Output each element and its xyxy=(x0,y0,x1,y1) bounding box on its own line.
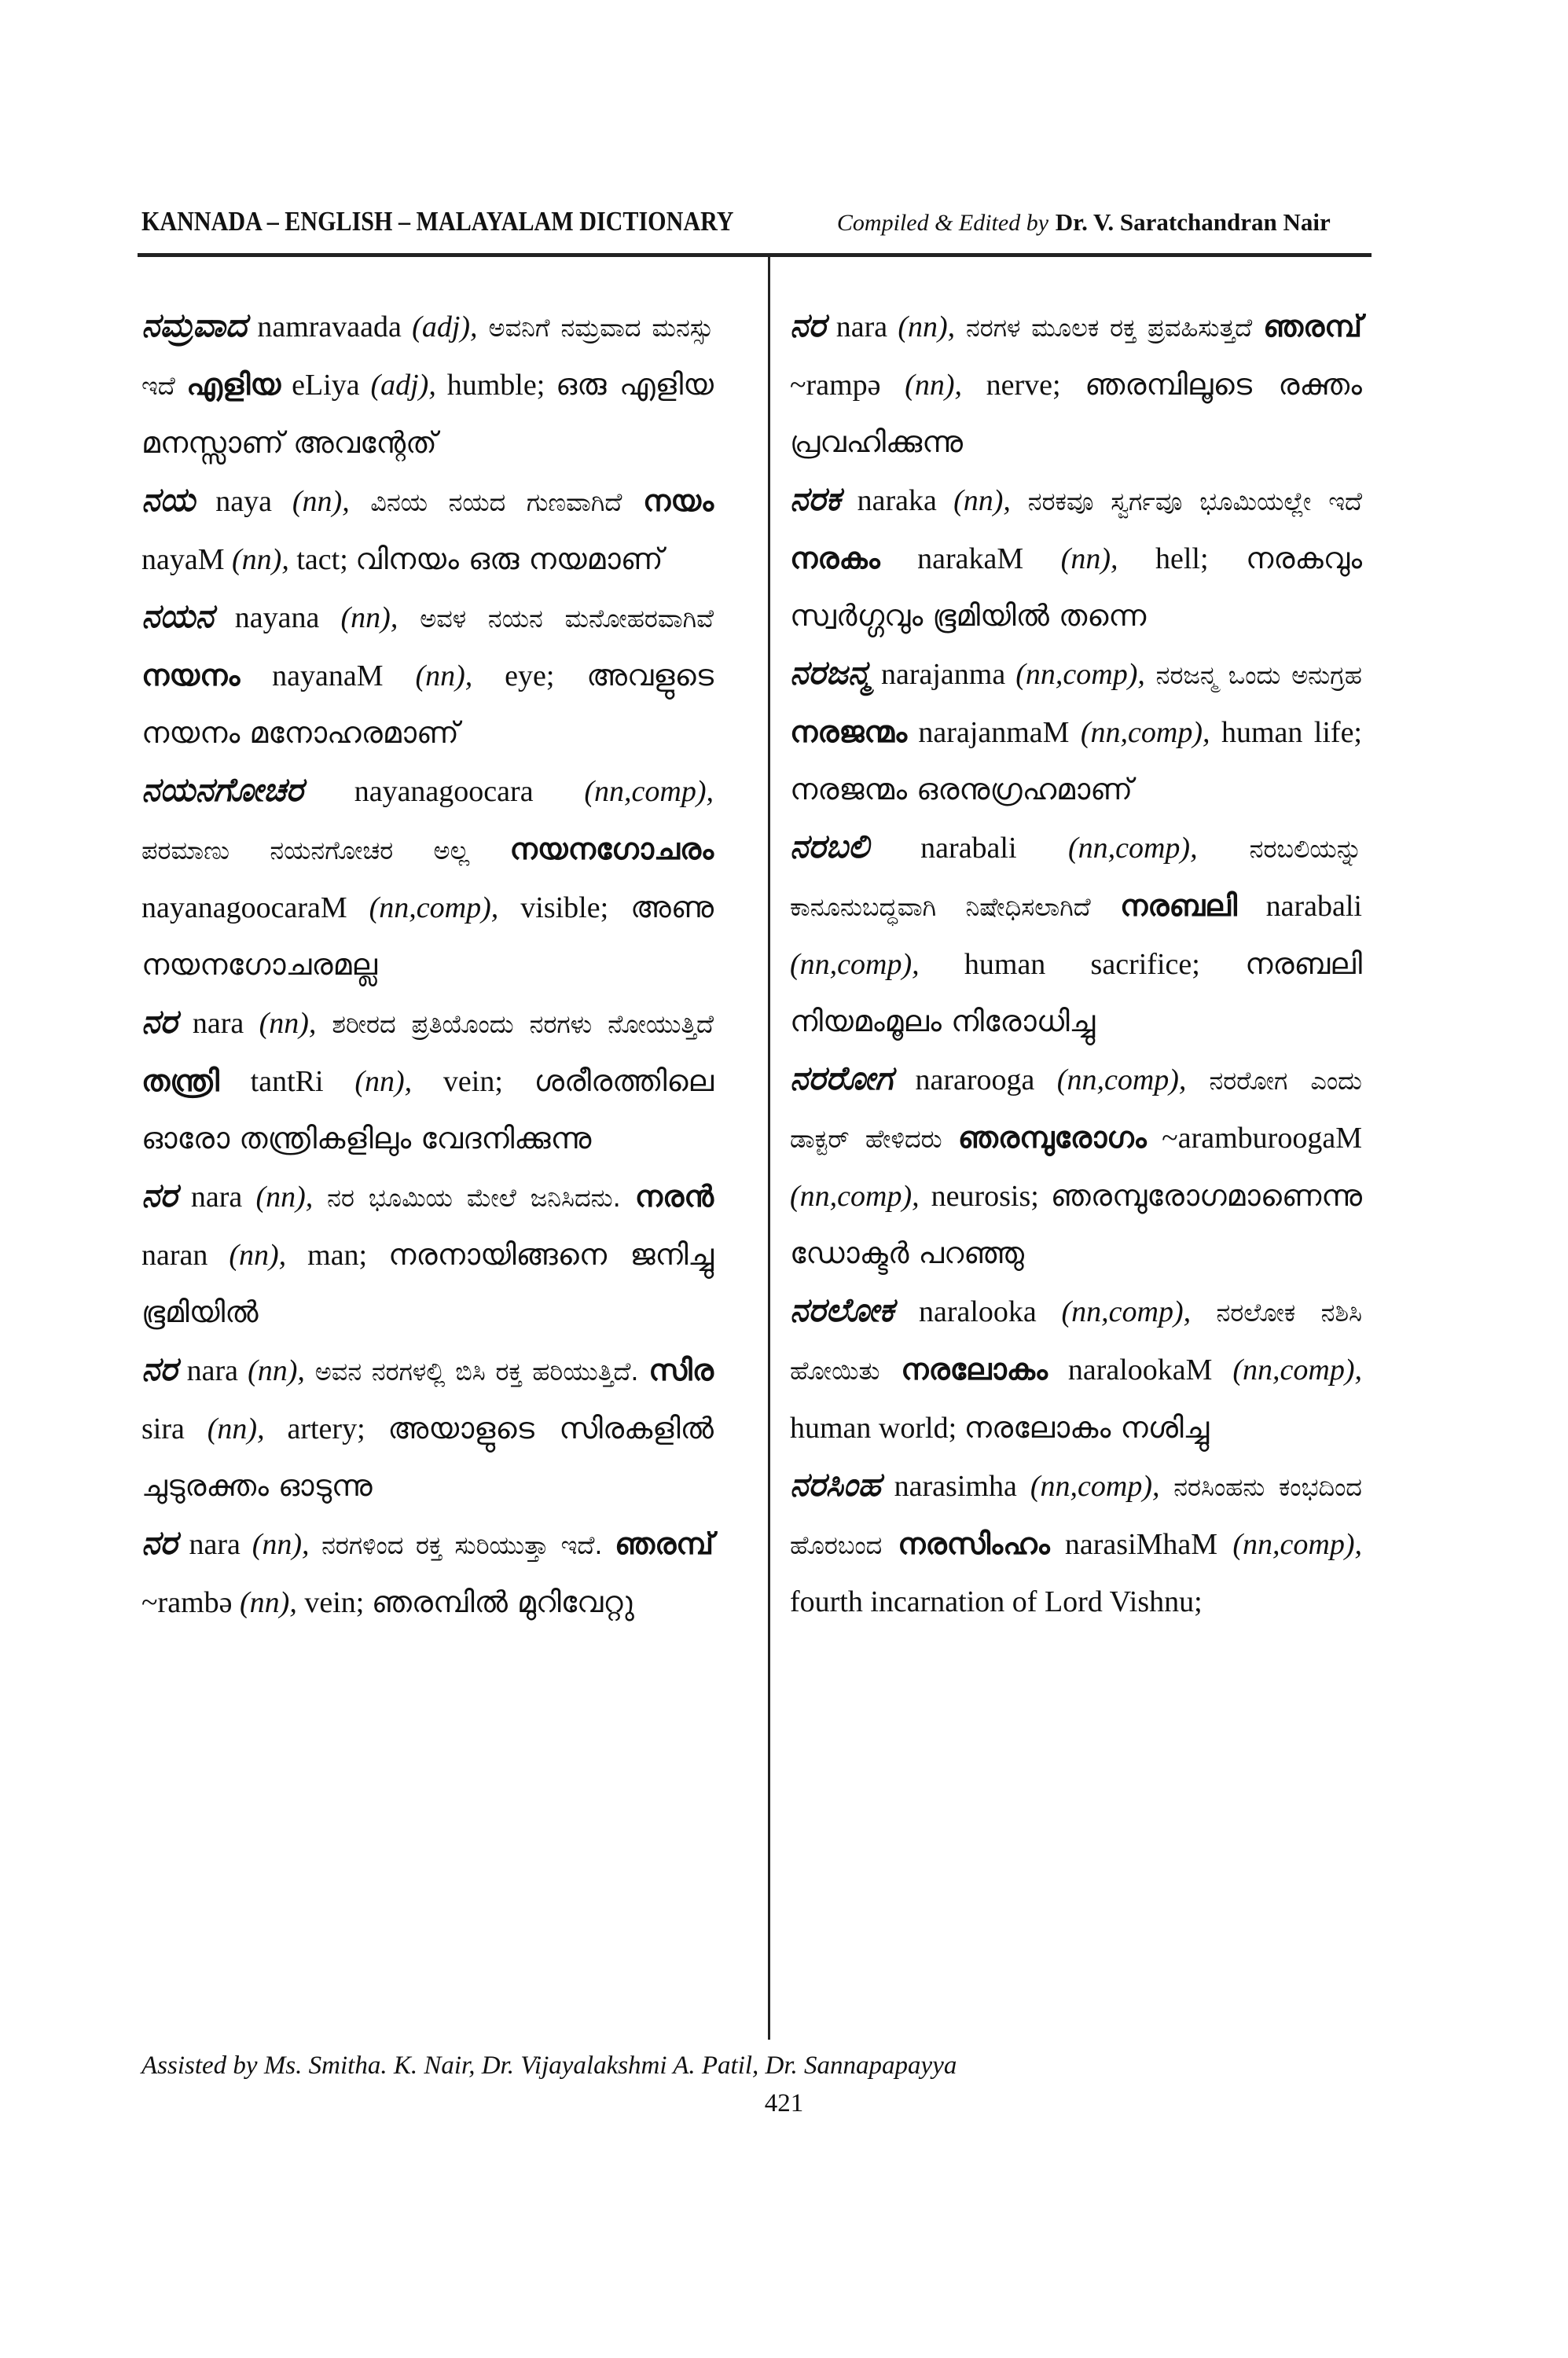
malayalam-example: ഞരമ്പുരോഗമാണെന്നു ഡോക്ടർ പറഞ്ഞു xyxy=(790,1178,1362,1270)
part-of-speech: (nn), xyxy=(340,601,398,634)
text: naralookaM xyxy=(1047,1353,1233,1387)
dictionary-entry xyxy=(141,588,714,762)
part-of-speech: (nn), xyxy=(1060,542,1118,575)
kannada-headword: ನಯ xyxy=(141,480,196,519)
kannada-headword: ನರಲೋಕ xyxy=(790,1291,894,1329)
kannada-headword: ನರರೋಗ xyxy=(790,1059,894,1097)
assisted-by-credit: Assisted by Ms. Smitha. K. Nair, Dr. Vijayalakshmi A. Patil, Dr. Sannapapayya xyxy=(141,2051,957,2080)
part-of-speech: (nn), xyxy=(229,1239,287,1272)
kannada-headword: ನರಜನ್ಮ xyxy=(790,653,871,692)
malayalam-headword: ഞരമ്പ് xyxy=(615,1526,714,1561)
dictionary-entry xyxy=(790,1456,1362,1630)
part-of-speech: (nn), xyxy=(415,659,473,692)
malayalam-example: അവളുടെ നയനം മനോഹരമാണ് xyxy=(141,658,714,750)
text: tact; xyxy=(288,543,356,576)
text: nara xyxy=(177,1181,256,1214)
text: narakaM xyxy=(879,542,1061,575)
text: ~rambə xyxy=(141,1586,241,1619)
page-number: 421 xyxy=(764,2089,804,2117)
kannada-example: ನರರೋಗ ಎಂದು ಡಾಕ್ಟರ್ ಹೇಳಿದರು xyxy=(790,1066,1362,1154)
text: narasiMhaM xyxy=(1049,1528,1233,1561)
kannada-headword: ನರ xyxy=(141,1176,178,1214)
malayalam-headword: നരലോകം xyxy=(901,1352,1048,1387)
dictionary-entry xyxy=(790,818,1362,1050)
text: naralooka xyxy=(894,1295,1062,1328)
part-of-speech: (nn), xyxy=(207,1412,265,1445)
compiled-label: Compiled & Edited by xyxy=(836,210,1049,236)
text: nara xyxy=(177,1528,252,1561)
kannada-headword: ನಯನಗೋಚರ xyxy=(141,770,303,809)
text: tantRi xyxy=(218,1065,355,1098)
text: visible; xyxy=(498,891,631,924)
part-of-speech: (nn), xyxy=(905,369,962,402)
malayalam-headword: നയനം xyxy=(141,658,241,692)
text: neurosis; xyxy=(919,1180,1051,1213)
part-of-speech: (adj), xyxy=(412,310,478,343)
text: namravaada xyxy=(247,310,413,343)
part-of-speech: (nn,comp), xyxy=(790,948,920,981)
part-of-speech: (nn,comp), xyxy=(1056,1063,1187,1096)
editor-name: Dr. V. Saratchandran Nair xyxy=(1055,208,1331,236)
column-divider xyxy=(768,255,770,2040)
text: ~rampə xyxy=(790,369,905,402)
part-of-speech: (nn,comp), xyxy=(1067,832,1198,865)
text: nara xyxy=(177,1007,259,1040)
part-of-speech: (adj), xyxy=(370,369,436,402)
text: narabali xyxy=(1236,890,1362,923)
dictionary-entry xyxy=(141,762,714,994)
part-of-speech: (nn), xyxy=(953,484,1011,517)
kannada-example: ನರಗಳ ಮೂಲಕ ರಕ್ತ ಪ್ರವಹಿಸುತ್ತದೆ xyxy=(955,313,1264,343)
part-of-speech: (nn), xyxy=(248,1354,305,1387)
dictionary-title: KANNADA – ENGLISH – MALAYALAM DICTIONARY xyxy=(141,206,734,237)
text: ~aramburoogaM xyxy=(1146,1122,1362,1155)
kannada-example: ನರಜನ್ಮ ಒಂದು ಅನುಗ್ರಹ xyxy=(1144,660,1362,690)
text: nara xyxy=(177,1354,248,1387)
kannada-example: ಅವನಿಗೆ ನಮ್ರವಾದ ಮನಸ್ಸು ಇದೆ xyxy=(141,313,714,401)
text: narajanmaM xyxy=(907,716,1081,749)
malayalam-example: നരബലി നിയമംമൂലം നിരോധിച്ചു xyxy=(790,946,1362,1038)
text: nararooga xyxy=(893,1063,1057,1096)
kannada-example: ವಿನಯ ನಯದ ಗುಣವಾಗಿದೆ xyxy=(349,487,643,517)
text: hell; xyxy=(1118,542,1246,575)
text: man; xyxy=(286,1239,389,1272)
dictionary-entry xyxy=(790,645,1362,818)
malayalam-headword: ഞരമ്പ് xyxy=(1263,309,1362,343)
text: fourth incarnation of Lord Vishnu; xyxy=(790,1585,1203,1618)
part-of-speech: (nn,comp), xyxy=(1080,716,1210,749)
kannada-headword: ನರ xyxy=(141,1350,178,1388)
kannada-example: ನರಕವೂ ಸ್ವರ್ಗವೂ ಭೂಮಿಯಲ್ಲೇ ಇದೆ xyxy=(1010,487,1362,516)
malayalam-example: ഞരമ്പിൽ മുറിവേറ്റു xyxy=(371,1585,634,1619)
kannada-example: ಪರಮಾಣು ನಯನಗೋಚರ ಅಲ್ಲ xyxy=(141,836,510,865)
malayalam-headword: നരകം xyxy=(790,541,880,575)
part-of-speech: (nn,comp), xyxy=(369,891,499,924)
text: narabali xyxy=(868,832,1068,865)
part-of-speech: (nn), xyxy=(259,1007,317,1040)
part-of-speech: (nn,comp), xyxy=(1232,1353,1362,1387)
text: narajanma xyxy=(870,658,1016,691)
text: nayanagoocara xyxy=(303,775,585,808)
text: naran xyxy=(141,1239,230,1272)
malayalam-headword: ഞരമ്പുരോഗം xyxy=(957,1120,1147,1155)
kannada-headword: ನರಕ xyxy=(790,479,841,518)
malayalam-example: ഒരു എളിയ മനസ്സാണ് അവന്റേത് xyxy=(141,367,714,460)
dictionary-entry xyxy=(790,1050,1362,1282)
kannada-example: ಅವನ ನರಗಳಲ್ಲಿ ಬಿಸಿ ರಕ್ತ ಹರಿಯುತ್ತಿದೆ. xyxy=(304,1357,649,1387)
malayalam-example: അയാളുടെ സിരകളിൽ ചുടുരക്തം ഓടുന്നു xyxy=(141,1411,714,1503)
kannada-headword: ನರಸಿಂಹ xyxy=(790,1465,881,1504)
text: vein; xyxy=(296,1586,372,1619)
part-of-speech: (nn), xyxy=(255,1181,314,1214)
part-of-speech: (nn,comp), xyxy=(1015,658,1145,691)
text: eLiya xyxy=(281,369,371,402)
dictionary-entry xyxy=(141,1167,714,1341)
dictionary-entry xyxy=(141,1515,714,1631)
kannada-headword: ನರ xyxy=(141,1523,178,1562)
right-column xyxy=(790,297,1362,1630)
text: naya xyxy=(195,485,292,518)
text: narasimha xyxy=(880,1470,1030,1503)
malayalam-headword: നയനഗോചരം xyxy=(509,832,714,866)
part-of-speech: (nn), xyxy=(232,543,289,576)
malayalam-example: നരലോകം നശിച്ചു xyxy=(964,1410,1210,1445)
part-of-speech: (nn), xyxy=(354,1065,413,1098)
malayalam-example: ഞരമ്പിലൂടെ രക്തം പ്രവഹിക്കുന്നു xyxy=(790,367,1362,459)
text: nayanagoocaraM xyxy=(141,891,369,924)
malayalam-headword: എളിയ xyxy=(186,367,281,402)
kannada-headword: ನರ xyxy=(141,1002,178,1041)
dictionary-entry xyxy=(790,297,1362,471)
malayalam-example: വിനയം ഒരു നയമാണ് xyxy=(355,542,663,576)
text: nayana xyxy=(213,601,341,634)
part-of-speech: (nn), xyxy=(292,485,350,518)
text: nara xyxy=(825,310,898,343)
malayalam-headword: നരജന്മം xyxy=(790,714,907,749)
text: naraka xyxy=(840,484,954,517)
kannada-example: ನರ ಭೂಮಿಯ ಮೇಲೆ ಜನಿಸಿದನು. xyxy=(313,1183,635,1213)
malayalam-example: നരജന്മം ഒരനുഗ്രഹമാണ് xyxy=(790,772,1133,806)
dictionary-entry xyxy=(141,297,714,472)
kannada-example: ನರಗಳಿಂದ ರಕ್ತ ಸುರಿಯುತ್ತಾ ಇದೆ. xyxy=(309,1530,615,1560)
part-of-speech: (nn), xyxy=(898,310,956,343)
text: nayanaM xyxy=(240,659,416,692)
text: artery; xyxy=(264,1412,388,1445)
kannada-example: ನರಲೋಕ ನಶಿಸಿ ಹೋಯಿತು xyxy=(790,1298,1363,1386)
kannada-example: ನರಸಿಂಹನು ಕಂಭದಿಂದ ಹೊರಬಂದ xyxy=(790,1472,1362,1560)
text: human sacrifice; xyxy=(919,948,1246,981)
malayalam-headword: നയം xyxy=(642,483,714,518)
dictionary-entry xyxy=(790,471,1362,645)
text: sira xyxy=(141,1412,207,1445)
malayalam-example: നരനായിങ്ങനെ ജനിച്ചു ഭൂമിയിൽ xyxy=(141,1237,714,1329)
text: eye; xyxy=(472,659,587,692)
malayalam-headword: നരസിംഹം xyxy=(898,1526,1050,1561)
kannada-headword: ನರಬಲಿ xyxy=(790,827,869,865)
part-of-speech: (nn), xyxy=(240,1586,297,1619)
left-column xyxy=(141,297,714,1631)
dictionary-entry xyxy=(790,1282,1362,1456)
text: vein; xyxy=(412,1065,534,1098)
malayalam-example: അണു നയനഗോചരമല്ല xyxy=(141,890,714,982)
malayalam-example: ശരീരത്തിലെ ഓരോ തന്ത്രികളിലും വേദനിക്കുന്നു xyxy=(141,1063,714,1155)
part-of-speech: (nn,comp), xyxy=(1061,1295,1192,1328)
part-of-speech: (nn,comp), xyxy=(790,1180,920,1213)
kannada-headword: ನಯನ xyxy=(141,597,214,635)
text: human life; xyxy=(1210,716,1362,749)
kannada-example: ಶರೀರದ ಪ್ರತಿಯೊಂದು ನರಗಳು ನೋಯುತ್ತಿದೆ xyxy=(316,1009,714,1039)
part-of-speech: (nn), xyxy=(252,1528,310,1561)
malayalam-headword: സിര xyxy=(648,1353,714,1387)
malayalam-headword: തന്ത്രി xyxy=(141,1063,219,1098)
running-header xyxy=(141,206,1368,237)
text: humble; xyxy=(435,369,556,402)
malayalam-example: നരകവും സ്വർഗ്ഗവും ഭൂമിയിൽ തന്നെ xyxy=(790,541,1362,633)
text: nerve; xyxy=(961,369,1085,402)
dictionary-entry xyxy=(141,994,714,1167)
malayalam-headword: നരബലി xyxy=(1120,888,1237,923)
part-of-speech: (nn,comp), xyxy=(1232,1528,1362,1561)
kannada-example: ನರಬಲಿಯನ್ನು ಕಾನೂನುಬದ್ಧವಾಗಿ ನಿಷೇಧಿಸಲಾಗಿದೆ xyxy=(790,834,1362,922)
text: nayaM xyxy=(141,543,233,576)
dictionary-entry xyxy=(141,472,714,588)
dictionary-entry xyxy=(141,1341,714,1515)
part-of-speech: (nn,comp), xyxy=(584,775,714,808)
part-of-speech: (nn,comp), xyxy=(1030,1470,1160,1503)
header-rule xyxy=(138,253,1372,257)
kannada-headword: ನಮ್ರವಾದ xyxy=(141,306,248,344)
kannada-headword: ನರ xyxy=(790,306,826,344)
text: human world; xyxy=(790,1412,964,1445)
kannada-example: ಅವಳ ನಯನ ಮನೋಹರವಾಗಿವೆ xyxy=(398,604,714,634)
malayalam-headword: നരൻ xyxy=(634,1179,714,1214)
